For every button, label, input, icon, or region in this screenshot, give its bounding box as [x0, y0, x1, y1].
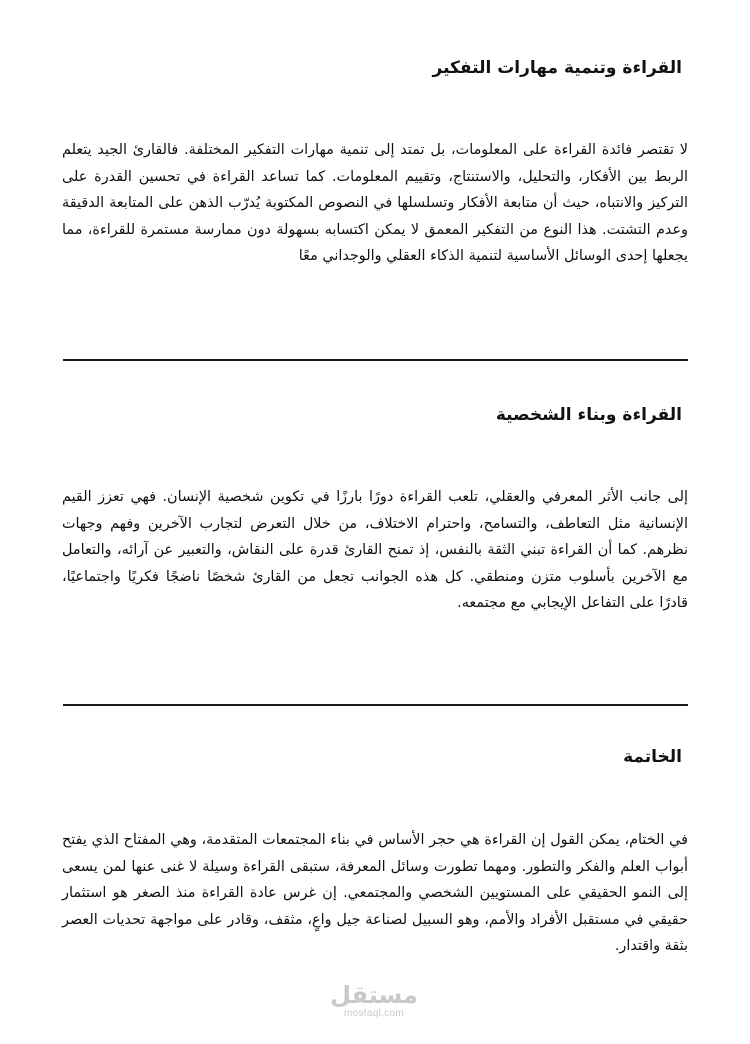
section-body-personality: إلى جانب الأثر المعرفي والعقلي، تلعب القراءة دورًا بارزًا في تكوين شخصية الإنسان. فهي تعزز القيم الإنسانية مثل التعاطف، والتسامح، واحترام الاختلاف، من خلال التعرض لتجارب الآخرين وفهم وجهات نظرهم. كما أن القراءة تبني الثقة بالنفس، إذ تمنح القارئ قدرة على النقاش، والتعبير عن آرائه، والتعامل مع الآخرين بأسلوب متزن ومنطقي. كل هذه الجوانب تجعل من القارئ شخصًا ناضجًا فكريًا واجتماعيًا، قادرًا على التفاعل الإيجابي مع مجتمعه. [62, 489, 688, 611]
section-divider [63, 359, 688, 361]
section-body-thinking-skills: لا تقتصر فائدة القراءة على المعلومات، بل تمتد إلى تنمية مهارات التفكير المختلفة. فالقارئ الجيد يتعلم الربط بين الأفكار، والتحليل، والاستنتاج، وتقييم المعلومات. كما تساعد القراءة في تحسين القدرة على التركيز والانتباه، حيث أن متابعة الأفكار وتسلسلها في النصوص المكتوبة يُدرّب الذهن على المتابعة الدقيقة وعدم التشتت. هذا النوع من التفكير المعمق لا يمكن اكتسابه بسهولة دون ممارسة مستمرة للقراءة، مما يجعلها إحدى الوسائل الأساسية لتنمية الذكاء العقلي والوجداني معًا [62, 142, 688, 264]
mostaql-watermark [318, 982, 430, 1020]
section-heading-conclusion: الخاتمة [623, 747, 682, 768]
section-body-conclusion: في الختام، يمكن القول إن القراءة هي حجر الأساس في بناء المجتمعات المتقدمة، وهي المفتاح الذي يفتح أبواب العلم والفكر والتطور. ومهما تطورت وسائل المعرفة، ستبقى القراءة وسيلة لا غنى عنها لمن يسعى إلى النمو الحقيقي على المستويين الشخصي والمجتمعي. إن غرس عادة القراءة منذ الصغر هو استثمار حقيقي في مستقبل الأفراد والأمم، وهو السبيل لصناعة جيل واعٍ، مثقف، وقادر على مواجهة تحديات العصر بثقة واقتدار. [62, 832, 688, 954]
section-heading-thinking-skills: القراءة وتنمية مهارات التفكير [432, 58, 682, 79]
section-heading-personality: القراءة وبناء الشخصية [495, 405, 682, 426]
watermark-url: mostaql.com [344, 1008, 404, 1019]
section-divider [63, 704, 688, 706]
watermark-logo: مستقل [330, 981, 418, 1009]
